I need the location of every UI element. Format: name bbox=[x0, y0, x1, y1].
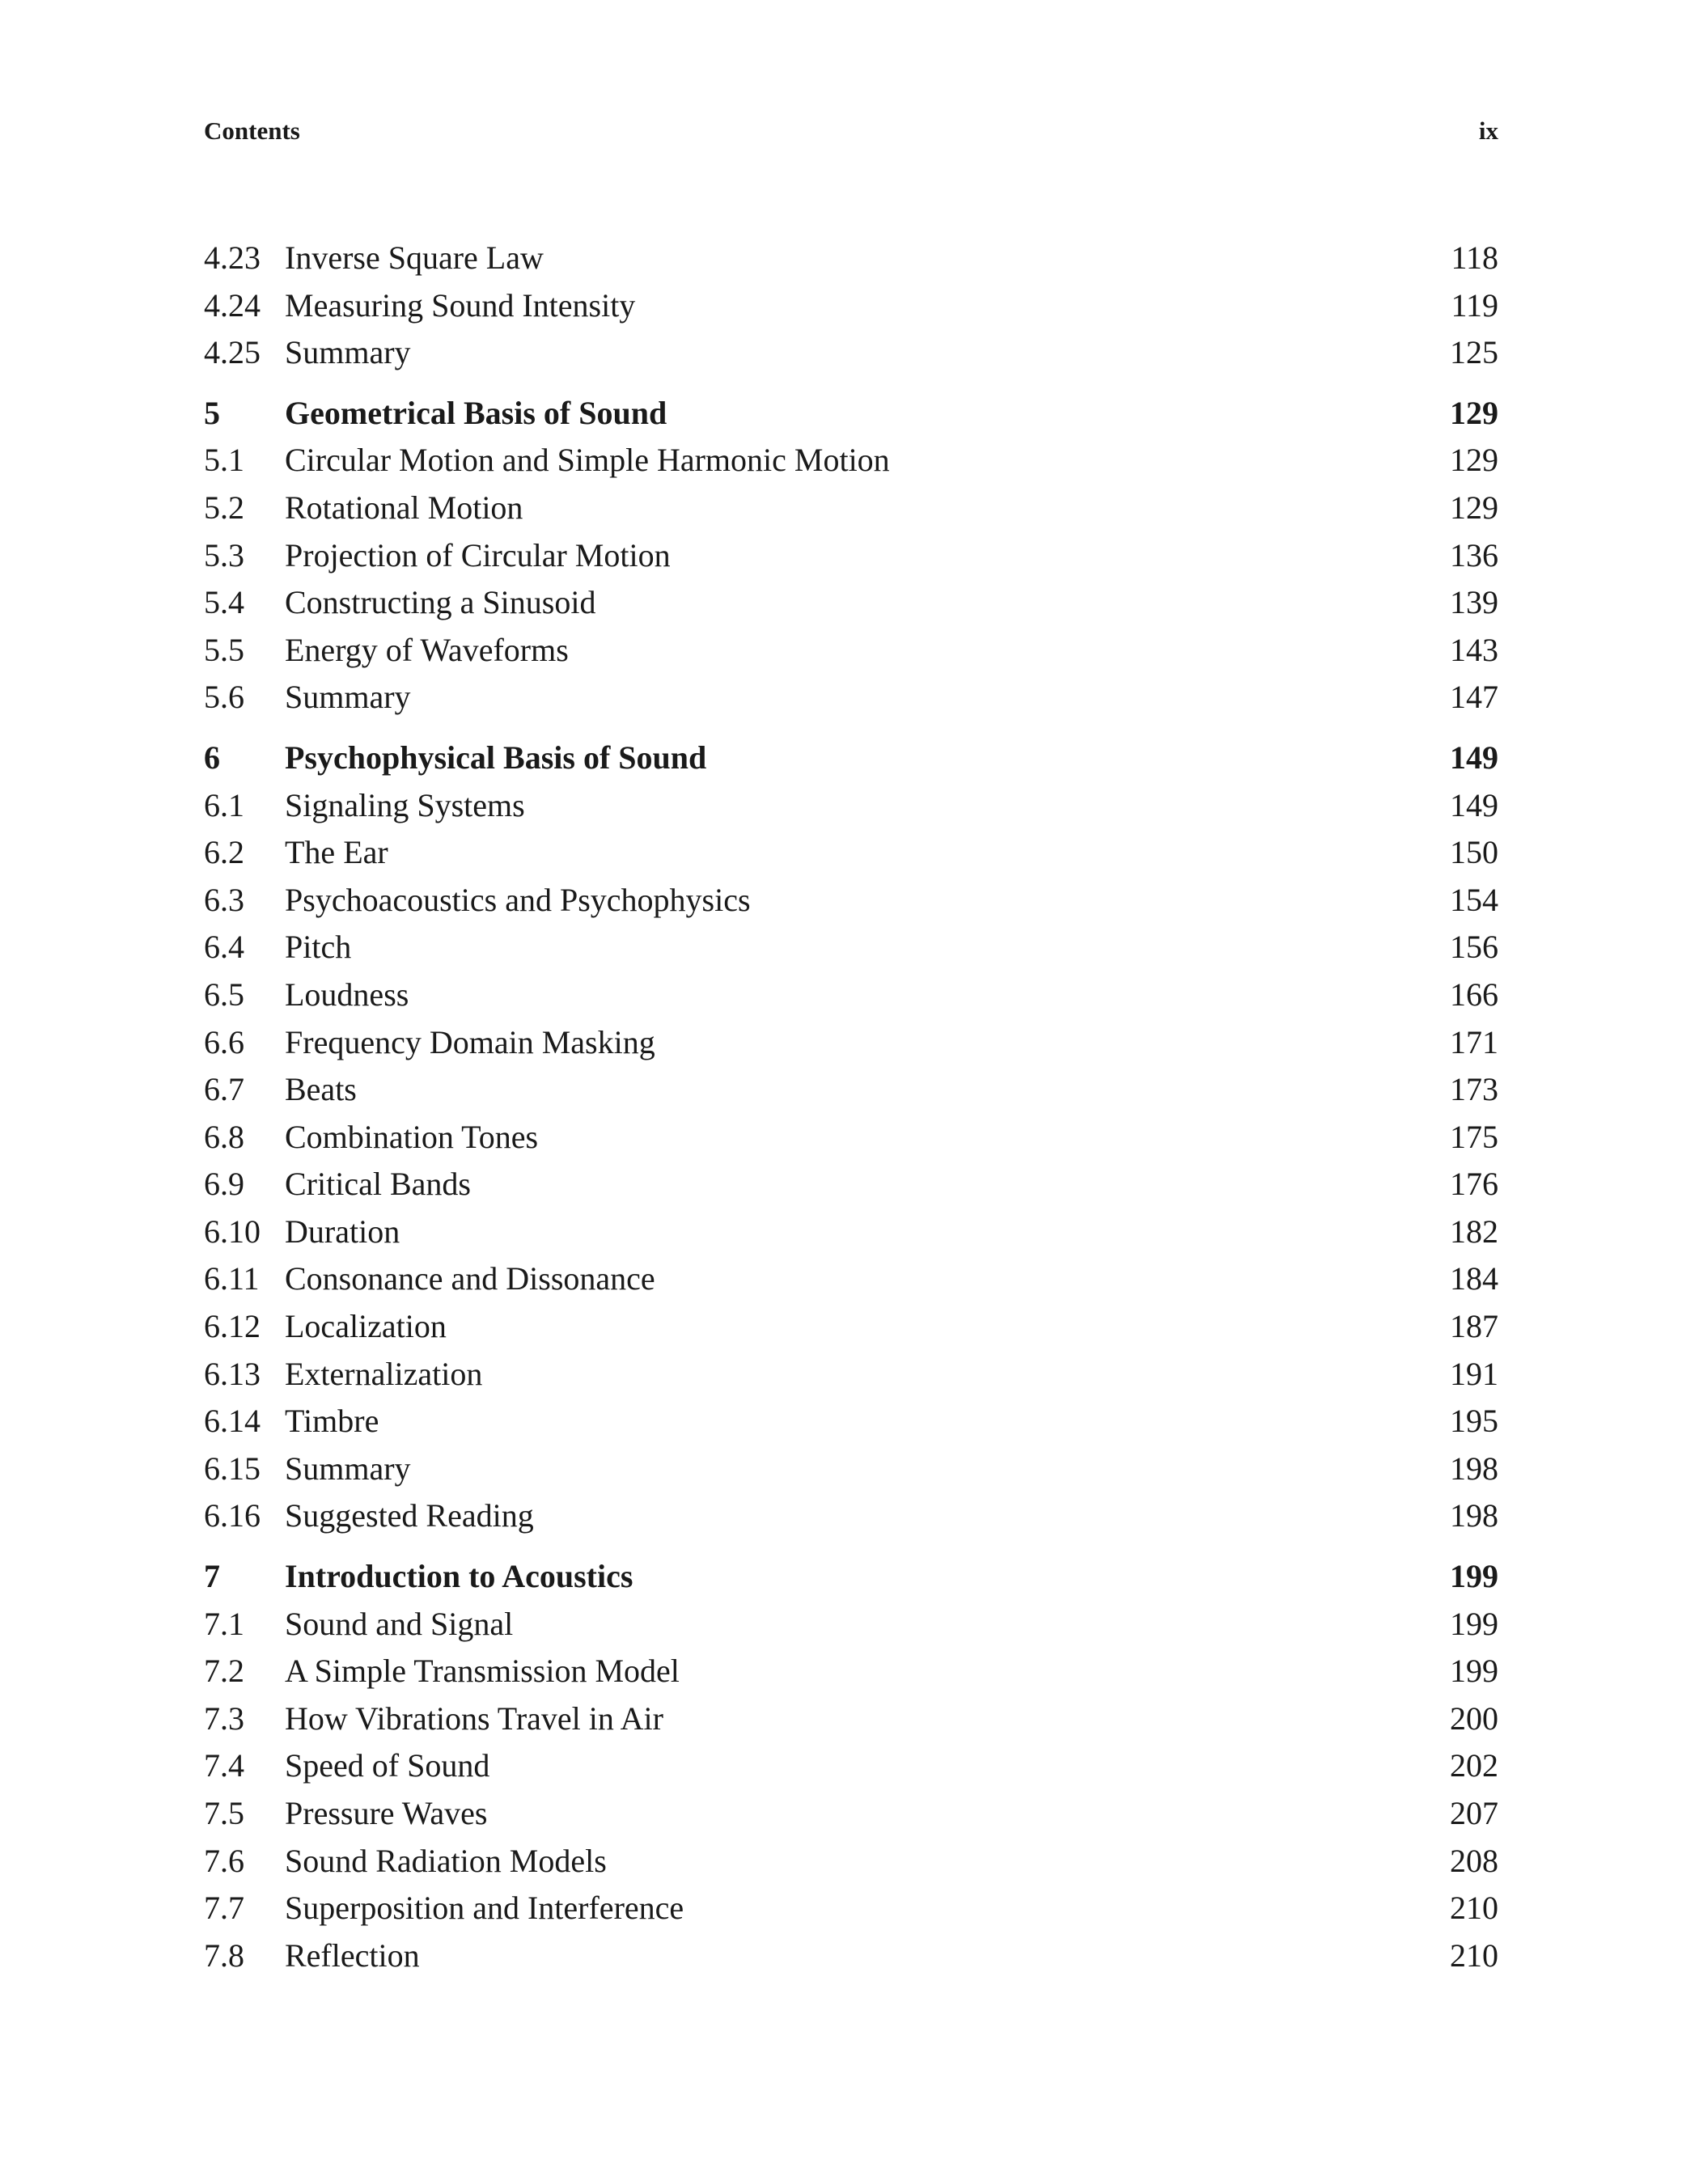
toc-entry-number: 6 bbox=[204, 739, 220, 776]
toc-entry-title: Psychophysical Basis of Sound bbox=[285, 739, 707, 776]
toc-entry-title: Sound Radiation Models bbox=[285, 1842, 607, 1879]
toc-section-entry[interactable] bbox=[204, 235, 1498, 282]
toc-section-entry[interactable] bbox=[204, 1208, 1498, 1256]
toc-entry-page-number: 156 bbox=[1450, 929, 1498, 966]
toc-entry-title: Duration bbox=[285, 1213, 400, 1250]
toc-entry-title: Energy of Waveforms bbox=[285, 631, 569, 668]
toc-entry-title: Consonance and Dissonance bbox=[285, 1260, 655, 1297]
toc-entry-title: Pitch bbox=[285, 929, 352, 966]
toc-entry-number: 6.11 bbox=[204, 1260, 260, 1297]
toc-entry-page-number: 136 bbox=[1450, 536, 1498, 574]
running-header-title: Contents bbox=[204, 116, 300, 145]
toc-entry-number: 6.7 bbox=[204, 1071, 244, 1108]
toc-section-entry[interactable] bbox=[204, 971, 1498, 1019]
toc-entry-page-number: 154 bbox=[1450, 881, 1498, 918]
toc-entry-title: Psychoacoustics and Psychophysics bbox=[285, 881, 751, 918]
toc-section-entry[interactable] bbox=[204, 1885, 1498, 1932]
toc-entry-page-number: 147 bbox=[1450, 679, 1498, 716]
toc-entry-page-number: 129 bbox=[1450, 442, 1498, 479]
toc-entry-page-number: 149 bbox=[1450, 739, 1498, 776]
toc-entry-number: 5.1 bbox=[204, 442, 244, 479]
toc-entry-number: 6.12 bbox=[204, 1308, 261, 1345]
toc-entry-page-number: 208 bbox=[1450, 1842, 1498, 1879]
toc-entry-page-number: 199 bbox=[1450, 1653, 1498, 1690]
toc-entry-title: Speed of Sound bbox=[285, 1747, 490, 1784]
toc-entry-page-number: 199 bbox=[1450, 1558, 1498, 1595]
toc-entry-page-number: 187 bbox=[1450, 1308, 1498, 1345]
toc-entry-title: Rotational Motion bbox=[285, 489, 523, 526]
toc-entry-page-number: 198 bbox=[1450, 1450, 1498, 1487]
toc-entry-page-number: 210 bbox=[1450, 1936, 1498, 1974]
toc-entry-number: 5 bbox=[204, 394, 220, 431]
toc-entry-title: Summary bbox=[285, 679, 411, 716]
toc-entry-page-number: 129 bbox=[1450, 394, 1498, 431]
toc-entry-title: A Simple Transmission Model bbox=[285, 1653, 680, 1690]
toc-entry-number: 6.2 bbox=[204, 834, 244, 871]
toc-entry-title: Timbre bbox=[285, 1403, 379, 1440]
toc-chapter-entry[interactable] bbox=[204, 1553, 1498, 1601]
toc-section-entry[interactable] bbox=[204, 282, 1498, 330]
toc-section-entry[interactable] bbox=[204, 1255, 1498, 1303]
toc-entry-title: Measuring Sound Intensity bbox=[285, 286, 636, 324]
toc-entry-page-number: 129 bbox=[1450, 489, 1498, 526]
toc-section-entry[interactable] bbox=[204, 579, 1498, 627]
toc-entry-number: 4.25 bbox=[204, 334, 261, 371]
toc-entry-number: 6.16 bbox=[204, 1497, 261, 1534]
toc-entry-number: 6.3 bbox=[204, 881, 244, 918]
toc-entry-title: Beats bbox=[285, 1071, 357, 1108]
toc-entry-page-number: 166 bbox=[1450, 976, 1498, 1013]
toc-entry-number: 7.5 bbox=[204, 1795, 244, 1831]
toc-entry-page-number: 184 bbox=[1450, 1260, 1498, 1297]
toc-entry-title: Loudness bbox=[285, 976, 409, 1013]
toc-section-entry[interactable] bbox=[204, 1161, 1498, 1208]
toc-entry-page-number: 182 bbox=[1450, 1213, 1498, 1250]
toc-entry-number: 7.6 bbox=[204, 1842, 244, 1879]
toc-entry-page-number: 149 bbox=[1450, 786, 1498, 823]
toc-entry-number: 7.4 bbox=[204, 1747, 244, 1784]
toc-entry-page-number: 199 bbox=[1450, 1605, 1498, 1642]
toc-entry-page-number: 173 bbox=[1450, 1071, 1498, 1108]
toc-section-entry[interactable] bbox=[204, 1695, 1498, 1743]
toc-entry-page-number: 118 bbox=[1451, 239, 1498, 276]
toc-entry-page-number: 198 bbox=[1450, 1497, 1498, 1534]
toc-entry-page-number: 191 bbox=[1450, 1355, 1498, 1392]
toc-section-entry[interactable] bbox=[204, 1303, 1498, 1351]
toc-entry-number: 6.9 bbox=[204, 1166, 244, 1203]
toc-section-entry[interactable] bbox=[204, 1019, 1498, 1067]
toc-entry-page-number: 210 bbox=[1450, 1890, 1498, 1927]
toc-entry-page-number: 119 bbox=[1451, 286, 1498, 324]
toc-entry-number: 7.7 bbox=[204, 1890, 244, 1927]
toc-entry-title: Reflection bbox=[285, 1936, 420, 1974]
toc-entry-number: 4.23 bbox=[204, 239, 261, 276]
toc-entry-page-number: 200 bbox=[1450, 1699, 1498, 1737]
toc-section-entry[interactable] bbox=[204, 829, 1498, 877]
toc-entry-number: 6.14 bbox=[204, 1403, 261, 1440]
toc-entry-page-number: 150 bbox=[1450, 834, 1498, 871]
toc-entry-number: 6.8 bbox=[204, 1118, 244, 1155]
table-of-contents bbox=[204, 235, 1498, 1979]
toc-entry-title: Pressure Waves bbox=[285, 1795, 488, 1831]
toc-entry-page-number: 125 bbox=[1450, 334, 1498, 371]
toc-entry-title: Projection of Circular Motion bbox=[285, 536, 671, 574]
toc-section-entry[interactable] bbox=[204, 1398, 1498, 1445]
toc-entry-title: Signaling Systems bbox=[285, 786, 525, 823]
running-header-page-number: ix bbox=[1478, 116, 1498, 145]
toc-entry-number: 7.8 bbox=[204, 1936, 244, 1974]
toc-entry-page-number: 139 bbox=[1450, 584, 1498, 621]
toc-entry-title: Suggested Reading bbox=[285, 1497, 534, 1534]
toc-entry-number: 5.2 bbox=[204, 489, 244, 526]
toc-entry-number: 6.10 bbox=[204, 1213, 261, 1250]
toc-entry-number: 7.2 bbox=[204, 1653, 244, 1690]
toc-entry-page-number: 202 bbox=[1450, 1747, 1498, 1784]
toc-section-entry[interactable] bbox=[204, 877, 1498, 925]
toc-entry-number: 5.5 bbox=[204, 631, 244, 668]
toc-section-entry[interactable] bbox=[204, 329, 1498, 377]
toc-section-entry[interactable] bbox=[204, 1492, 1498, 1540]
toc-section-entry[interactable] bbox=[204, 1648, 1498, 1695]
toc-entry-number: 5.4 bbox=[204, 584, 244, 621]
toc-entry-page-number: 195 bbox=[1450, 1403, 1498, 1440]
toc-entry-page-number: 176 bbox=[1450, 1166, 1498, 1203]
toc-entry-title: Critical Bands bbox=[285, 1166, 471, 1203]
toc-entry-title: Inverse Square Law bbox=[285, 239, 544, 276]
toc-entry-page-number: 171 bbox=[1450, 1023, 1498, 1060]
toc-entry-number: 7.3 bbox=[204, 1699, 244, 1737]
toc-section-entry[interactable] bbox=[204, 924, 1498, 971]
toc-entry-title: Externalization bbox=[285, 1355, 483, 1392]
toc-entry-page-number: 143 bbox=[1450, 631, 1498, 668]
toc-entry-title: Circular Motion and Simple Harmonic Motion bbox=[285, 442, 890, 479]
toc-entry-number: 6.4 bbox=[204, 929, 244, 966]
toc-entry-title: The Ear bbox=[285, 834, 388, 871]
toc-entry-number: 5.6 bbox=[204, 679, 244, 716]
toc-entry-title: Geometrical Basis of Sound bbox=[285, 394, 667, 431]
toc-section-entry[interactable] bbox=[204, 532, 1498, 580]
toc-section-entry[interactable] bbox=[204, 1114, 1498, 1162]
toc-entry-title: Constructing a Sinusoid bbox=[285, 584, 596, 621]
toc-section-entry[interactable] bbox=[204, 1351, 1498, 1399]
toc-section-entry[interactable] bbox=[204, 485, 1498, 532]
toc-entry-title: Summary bbox=[285, 334, 411, 371]
toc-entry-number: 6.6 bbox=[204, 1023, 244, 1060]
toc-section-entry[interactable] bbox=[204, 1066, 1498, 1114]
toc-entry-title: Sound and Signal bbox=[285, 1605, 514, 1642]
toc-entry-number: 5.3 bbox=[204, 536, 244, 574]
toc-entry-number: 6.1 bbox=[204, 786, 244, 823]
toc-section-entry[interactable] bbox=[204, 782, 1498, 830]
toc-entry-number: 4.24 bbox=[204, 286, 261, 324]
toc-entry-title: Superposition and Interference bbox=[285, 1890, 684, 1927]
running-header bbox=[204, 115, 1498, 147]
toc-entry-number: 6.13 bbox=[204, 1355, 261, 1392]
toc-section-entry[interactable] bbox=[204, 1601, 1498, 1649]
toc-entry-page-number: 207 bbox=[1450, 1795, 1498, 1831]
toc-entry-number: 7 bbox=[204, 1558, 220, 1595]
toc-entry-number: 6.15 bbox=[204, 1450, 261, 1487]
toc-entry-title: Frequency Domain Masking bbox=[285, 1023, 655, 1060]
toc-entry-title: Introduction to Acoustics bbox=[285, 1558, 633, 1595]
toc-entry-title: Localization bbox=[285, 1308, 447, 1345]
toc-section-entry[interactable] bbox=[204, 627, 1498, 675]
toc-chapter-entry[interactable] bbox=[204, 390, 1498, 438]
toc-entry-number: 7.1 bbox=[204, 1605, 244, 1642]
toc-entry-title: How Vibrations Travel in Air bbox=[285, 1699, 663, 1737]
toc-entry-title: Summary bbox=[285, 1450, 411, 1487]
toc-section-entry[interactable] bbox=[204, 1932, 1498, 1980]
toc-entry-title: Combination Tones bbox=[285, 1118, 539, 1155]
toc-section-entry[interactable] bbox=[204, 1838, 1498, 1886]
toc-chapter-entry[interactable] bbox=[204, 734, 1498, 782]
toc-entry-page-number: 175 bbox=[1450, 1118, 1498, 1155]
toc-section-entry[interactable] bbox=[204, 1445, 1498, 1493]
toc-section-entry[interactable] bbox=[204, 1742, 1498, 1790]
toc-section-entry[interactable] bbox=[204, 1790, 1498, 1838]
toc-section-entry[interactable] bbox=[204, 437, 1498, 485]
toc-section-entry[interactable] bbox=[204, 674, 1498, 722]
toc-entry-number: 6.5 bbox=[204, 976, 244, 1013]
